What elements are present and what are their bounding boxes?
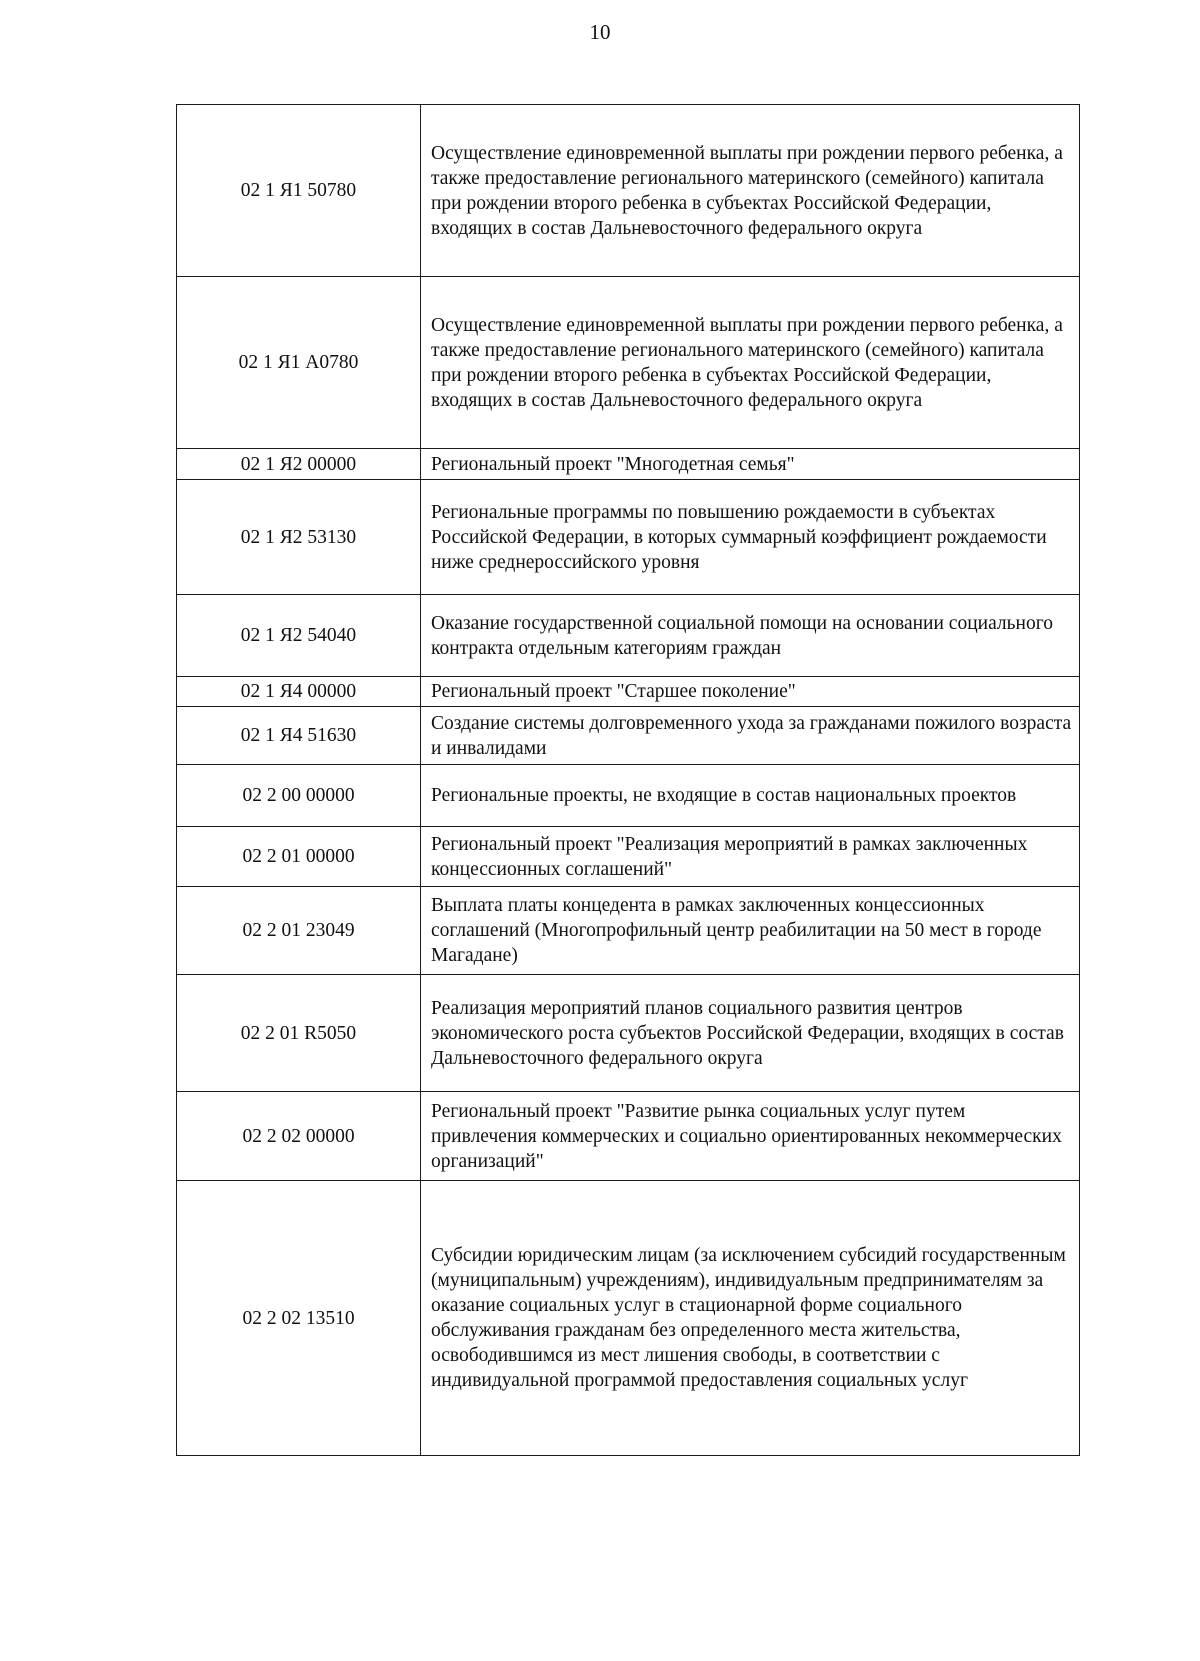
table-row bbox=[177, 707, 1080, 765]
table-row bbox=[177, 827, 1080, 887]
table-row bbox=[177, 277, 1080, 449]
description-cell: Создание системы долговременного ухода за гражданами пожилого возраста и инвалидами bbox=[421, 707, 1080, 765]
description-cell: Региональный проект "Развитие рынка социальных услуг путем привлечения коммерческих и социально ориентированных некоммерческих организаций" bbox=[421, 1092, 1080, 1181]
description-cell: Выплата платы концедента в рамках заключенных концессионных соглашений (Многопрофильный центр реабилитации на 50 мест в городе Магадане) bbox=[421, 887, 1080, 975]
table-row bbox=[177, 1181, 1080, 1456]
code-cell: 02 2 01 00000 bbox=[177, 827, 421, 887]
code-cell: 02 2 02 00000 bbox=[177, 1092, 421, 1181]
description-cell: Региональный проект "Реализация мероприятий в рамках заключенных концессионных соглашений" bbox=[421, 827, 1080, 887]
table-row bbox=[177, 480, 1080, 595]
description-cell: Реализация мероприятий планов социального развития центров экономического роста субъектов Российской Федерации, входящих в состав Дальневосточного федерального округа bbox=[421, 975, 1080, 1092]
table-row bbox=[177, 105, 1080, 277]
code-cell: 02 1 Я1 50780 bbox=[177, 105, 421, 277]
code-cell: 02 2 00 00000 bbox=[177, 765, 421, 827]
description-cell: Региональные программы по повышению рождаемости в субъектах Российской Федерации, в которых суммарный коэффициент рождаемости ниже среднероссийского уровня bbox=[421, 480, 1080, 595]
description-cell: Субсидии юридическим лицам (за исключением субсидий государственным (муниципальным) учреждениям), индивидуальным предпринимателям за оказание социальных услуг в стационарной форме социального обслуживания гражданам без определенного места жительства, освободившимся из мест лишения свободы, в соответствии с индивидуальной программой предоставления социальных услуг bbox=[421, 1181, 1080, 1456]
description-cell: Осуществление единовременной выплаты при рождении первого ребенка, а также предоставление регионального материнского (семейного) капитала при рождении второго ребенка в субъектах Российской Федерации, входящих в состав Дальневосточного федерального округа bbox=[421, 277, 1080, 449]
code-cell: 02 2 01 23049 bbox=[177, 887, 421, 975]
table-row bbox=[177, 595, 1080, 677]
table-row bbox=[177, 765, 1080, 827]
table-row bbox=[177, 975, 1080, 1092]
page-number: 10 bbox=[589, 20, 611, 44]
budget-code-table bbox=[176, 104, 1080, 1456]
code-cell: 02 1 Я2 54040 bbox=[177, 595, 421, 677]
table-row bbox=[177, 677, 1080, 707]
code-cell: 02 1 Я2 00000 bbox=[177, 449, 421, 480]
description-cell: Региональный проект "Многодетная семья" bbox=[421, 449, 1080, 480]
code-cell: 02 1 Я4 00000 bbox=[177, 677, 421, 707]
description-cell: Региональный проект "Старшее поколение" bbox=[421, 677, 1080, 707]
description-cell: Региональные проекты, не входящие в состав национальных проектов bbox=[421, 765, 1080, 827]
code-cell: 02 2 01 R5050 bbox=[177, 975, 421, 1092]
table-row bbox=[177, 887, 1080, 975]
code-cell: 02 1 Я1 А0780 bbox=[177, 277, 421, 449]
code-cell: 02 1 Я4 51630 bbox=[177, 707, 421, 765]
table-row bbox=[177, 1092, 1080, 1181]
description-cell: Оказание государственной социальной помощи на основании социального контракта отдельным категориям граждан bbox=[421, 595, 1080, 677]
code-cell: 02 2 02 13510 bbox=[177, 1181, 421, 1456]
table-row bbox=[177, 449, 1080, 480]
code-cell: 02 1 Я2 53130 bbox=[177, 480, 421, 595]
description-cell: Осуществление единовременной выплаты при рождении первого ребенка, а также предоставление регионального материнского (семейного) капитала при рождении второго ребенка в субъектах Российской Федерации, входящих в состав Дальневосточного федерального округа bbox=[421, 105, 1080, 277]
